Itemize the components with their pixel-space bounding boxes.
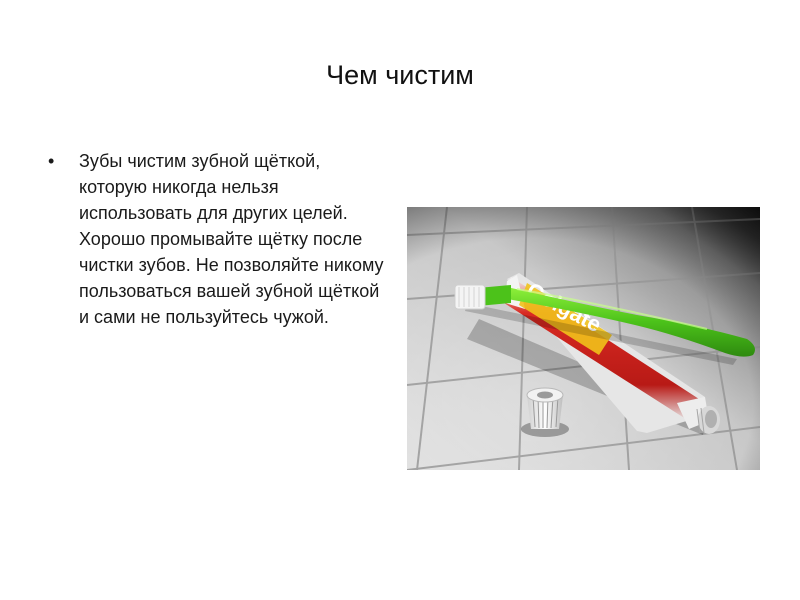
toothbrush-toothpaste-photo: [407, 207, 760, 470]
tube-cap: [527, 388, 563, 429]
slide-title: Чем чистим: [326, 60, 474, 90]
bullet-list: [48, 148, 388, 330]
bullet-text: Зубы чистим зубной щёткой, которую никогда нельзя использовать для других целей. Хорошо промывайте щётку после чистки зубов. Не позволяйте никому пользоваться вашей зубной щёткой и сами не пользуйтесь чужой.: [79, 151, 384, 327]
bullet-marker: •: [48, 151, 55, 171]
bullet-item: [48, 148, 388, 330]
